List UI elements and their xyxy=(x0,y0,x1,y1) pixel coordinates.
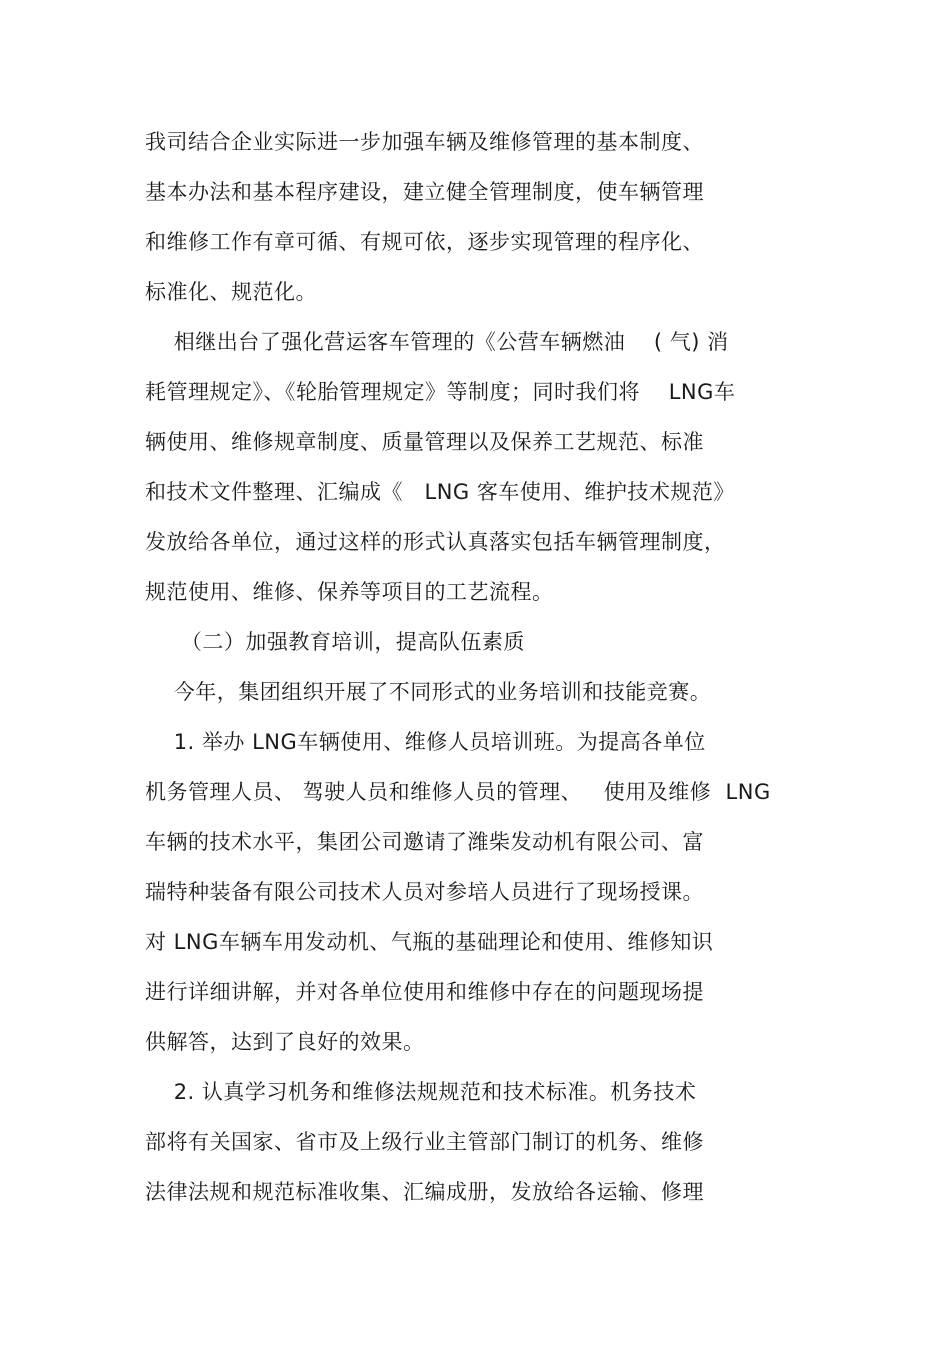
body-text-line: 和维修工作有章可循、有规可依，逐步实现管理的程序化、 xyxy=(145,230,704,254)
body-text-line: 基本办法和基本程序建设，建立健全管理制度，使车辆管理 xyxy=(145,180,704,204)
body-text-line: 车辆的技术水平，集团公司邀请了潍柴发动机有限公司、富 xyxy=(145,830,704,854)
body-text-line: 进行详细讲解，并对各单位使用和维修中存在的问题现场提 xyxy=(145,980,704,1004)
body-text-line: 标准化、规范化。 xyxy=(145,280,317,304)
body-text-line: 发放给各单位，通过这样的形式认真落实包括车辆管理制度， xyxy=(145,530,726,554)
section-heading: （二）加强教育培训，提高队伍素质 xyxy=(145,630,525,654)
body-text-line: 2. 认真学习机务和维修法规规范和技术标准。机务技术 xyxy=(145,1080,697,1104)
body-text-line: 机务管理人员、 驾驶人员和维修人员的管理、 使用及维修 LNG xyxy=(145,780,771,804)
body-text-line: 相继出台了强化营运客车管理的《公营车辆燃油 ( 气) 消 xyxy=(145,330,729,354)
body-text-line: 辆使用、维修规章制度、质量管理以及保养工艺规范、标准 xyxy=(145,430,704,454)
body-text-line: 规范使用、维修、保养等项目的工艺流程。 xyxy=(145,580,554,604)
body-text-line: 耗管理规定》、《轮胎管理规定》等制度；同时我们将 LNG车 xyxy=(145,380,736,404)
body-text-line: 瑞特种装备有限公司技术人员对参培人员进行了现场授课。 xyxy=(145,880,704,904)
body-text-line: 今年，集团组织开展了不同形式的业务培训和技能竞赛。 xyxy=(145,680,712,704)
body-text-line: 部将有关国家、省市及上级行业主管部门制订的机务、维修 xyxy=(145,1130,704,1154)
body-text-line: 供解答，达到了良好的效果。 xyxy=(145,1030,425,1054)
body-text-line: 和技术文件整理、汇编成《 LNG 客车使用、维护技术规范》 xyxy=(145,480,735,504)
body-text-line: 对 LNG车辆车用发动机、气瓶的基础理论和使用、维修知识 xyxy=(145,930,714,954)
body-text-line: 1. 举办 LNG车辆使用、维修人员培训班。为提高各单位 xyxy=(145,730,706,754)
body-text-line: 法律法规和规范标准收集、汇编成册，发放给各运输、修理 xyxy=(145,1180,704,1204)
body-text-line: 我司结合企业实际进一步加强车辆及维修管理的基本制度、 xyxy=(145,130,704,154)
